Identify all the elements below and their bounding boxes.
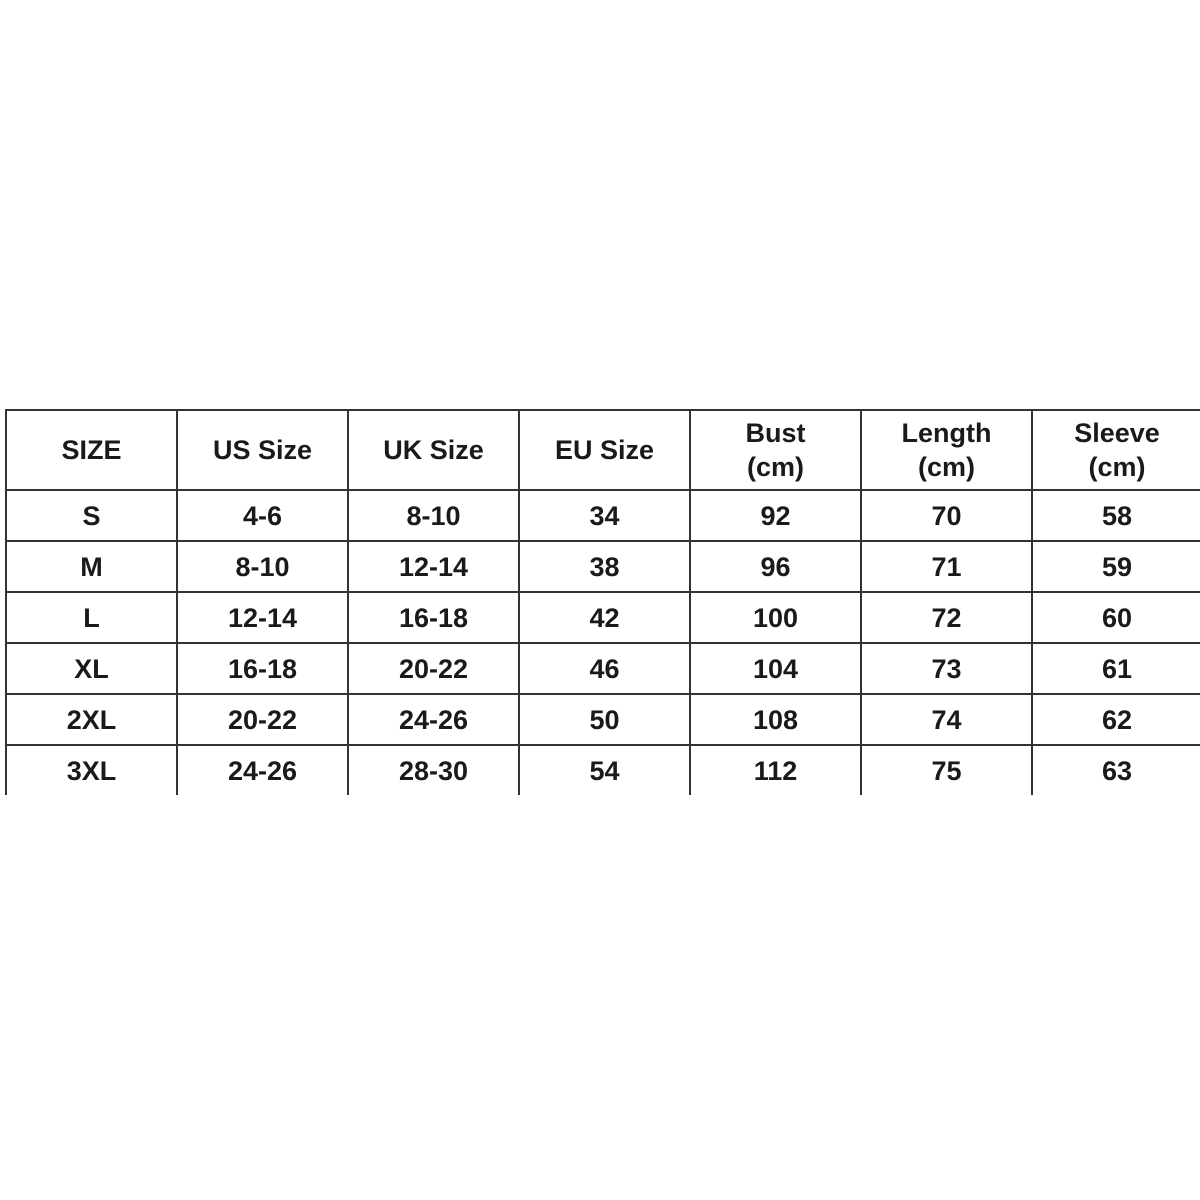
cell-length: 74 xyxy=(861,694,1032,745)
header-size: SIZE xyxy=(6,410,177,490)
cell-size: 2XL xyxy=(6,694,177,745)
cell-us-size: 24-26 xyxy=(177,745,348,795)
size-chart-table xyxy=(5,409,1200,795)
header-us-size: US Size xyxy=(177,410,348,490)
cell-eu-size: 42 xyxy=(519,592,690,643)
cell-uk-size: 24-26 xyxy=(348,694,519,745)
cell-us-size: 8-10 xyxy=(177,541,348,592)
table-row xyxy=(6,643,1200,694)
header-length: Length (cm) xyxy=(861,410,1032,490)
cell-uk-size: 8-10 xyxy=(348,490,519,541)
header-uk-size: UK Size xyxy=(348,410,519,490)
cell-us-size: 16-18 xyxy=(177,643,348,694)
cell-us-size: 20-22 xyxy=(177,694,348,745)
cell-bust: 112 xyxy=(690,745,861,795)
table-body xyxy=(6,490,1200,795)
cell-sleeve: 61 xyxy=(1032,643,1200,694)
cell-length: 70 xyxy=(861,490,1032,541)
cell-bust: 108 xyxy=(690,694,861,745)
cell-us-size: 12-14 xyxy=(177,592,348,643)
cell-bust: 96 xyxy=(690,541,861,592)
table-row xyxy=(6,490,1200,541)
cell-length: 71 xyxy=(861,541,1032,592)
cell-sleeve: 63 xyxy=(1032,745,1200,795)
header-sleeve: Sleeve (cm) xyxy=(1032,410,1200,490)
header-row xyxy=(6,410,1200,490)
cell-eu-size: 50 xyxy=(519,694,690,745)
cell-uk-size: 28-30 xyxy=(348,745,519,795)
cell-bust: 104 xyxy=(690,643,861,694)
cell-length: 75 xyxy=(861,745,1032,795)
cell-size: 3XL xyxy=(6,745,177,795)
cell-uk-size: 12-14 xyxy=(348,541,519,592)
cell-size: S xyxy=(6,490,177,541)
cell-size: L xyxy=(6,592,177,643)
cell-bust: 100 xyxy=(690,592,861,643)
cell-eu-size: 38 xyxy=(519,541,690,592)
cell-size: XL xyxy=(6,643,177,694)
cell-bust: 92 xyxy=(690,490,861,541)
cell-size: M xyxy=(6,541,177,592)
cell-eu-size: 34 xyxy=(519,490,690,541)
cell-length: 72 xyxy=(861,592,1032,643)
table-row xyxy=(6,541,1200,592)
cell-sleeve: 62 xyxy=(1032,694,1200,745)
cell-eu-size: 54 xyxy=(519,745,690,795)
cell-sleeve: 58 xyxy=(1032,490,1200,541)
cell-sleeve: 60 xyxy=(1032,592,1200,643)
cell-uk-size: 20-22 xyxy=(348,643,519,694)
table-row xyxy=(6,592,1200,643)
cell-uk-size: 16-18 xyxy=(348,592,519,643)
header-eu-size: EU Size xyxy=(519,410,690,490)
cell-us-size: 4-6 xyxy=(177,490,348,541)
table-row xyxy=(6,694,1200,745)
table-row xyxy=(6,745,1200,795)
cell-eu-size: 46 xyxy=(519,643,690,694)
cell-length: 73 xyxy=(861,643,1032,694)
cell-sleeve: 59 xyxy=(1032,541,1200,592)
header-bust: Bust (cm) xyxy=(690,410,861,490)
